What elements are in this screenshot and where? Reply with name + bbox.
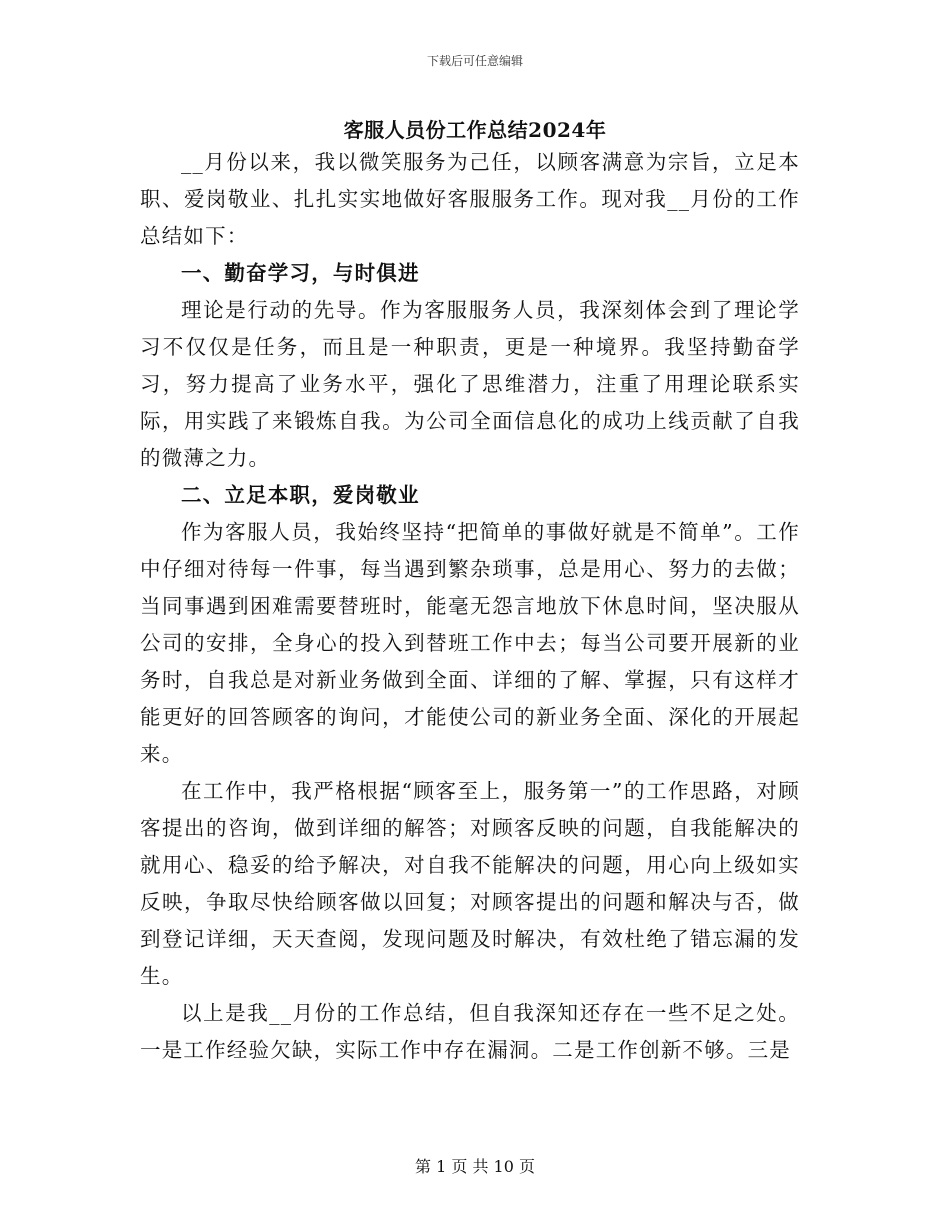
- section-1-heading: 一、勤奋学习，与时俱进: [181, 261, 420, 285]
- document-title: 客服人员份工作总结2024年: [343, 118, 607, 142]
- section-1-paragraph-1: 理论是行动的先导。作为客服服务人员，我深刻体会到了理论学习不仅仅是任务，而且是一种职责，更是一种境界。我坚持勤奋学习，努力提高了业务水平，强化了思维潜力，注重了用理论联系实际，用实践了来锻炼自我。为公司全面信息化的成功上线贡献了自我的微薄之力。: [140, 298, 800, 470]
- header-note: 下载后可任意编辑: [426, 54, 523, 68]
- document-body: [140, 144, 800, 1069]
- page-footer: 第 1 页 共 10 页: [415, 1157, 535, 1176]
- section-2-paragraph-3: 以上是我__月份的工作总结，但自我深知还存在一些不足之处。一是工作经验欠缺，实际工作中存在漏洞。二是工作创新不够。三是: [140, 1001, 800, 1062]
- section-2-paragraph-1: 作为客服人员，我始终坚持“把简单的事做好就是不简单”。工作中仔细对待每一件事，每当遇到繁杂琐事，总是用心、努力的去做；当同事遇到困难需要替班时，能毫无怨言地放下休息时间，坚决服从公司的安排，全身心的投入到替班工作中去；每当公司要开展新的业务时，自我总是对新业务做到全面、详细的了解、掌握，只有这样才能更好的回答顾客的询问，才能使公司的新业务全面、深化的开展起来。: [140, 520, 800, 766]
- section-2-paragraph-2: 在工作中，我严格根据“顾客至上，服务第一”的工作思路，对顾客提出的咨询，做到详细的解答；对顾客反映的问题，自我能解决的就用心、稳妥的给予解决，对自我不能解决的问题，用心向上级如实反映，争取尽快给顾客做以回复；对顾客提出的问题和解决与否，做到登记详细，天天查阅，发现问题及时解决，有效杜绝了错忘漏的发生。: [140, 779, 800, 988]
- section-2-heading: 二、立足本职，爱岗敬业: [181, 483, 420, 507]
- intro-paragraph: __月份以来，我以微笑服务为己任，以顾客满意为宗旨，立足本职、爱岗敬业、扎扎实实地做好客服服务工作。现对我__月份的工作总结如下：: [140, 150, 800, 248]
